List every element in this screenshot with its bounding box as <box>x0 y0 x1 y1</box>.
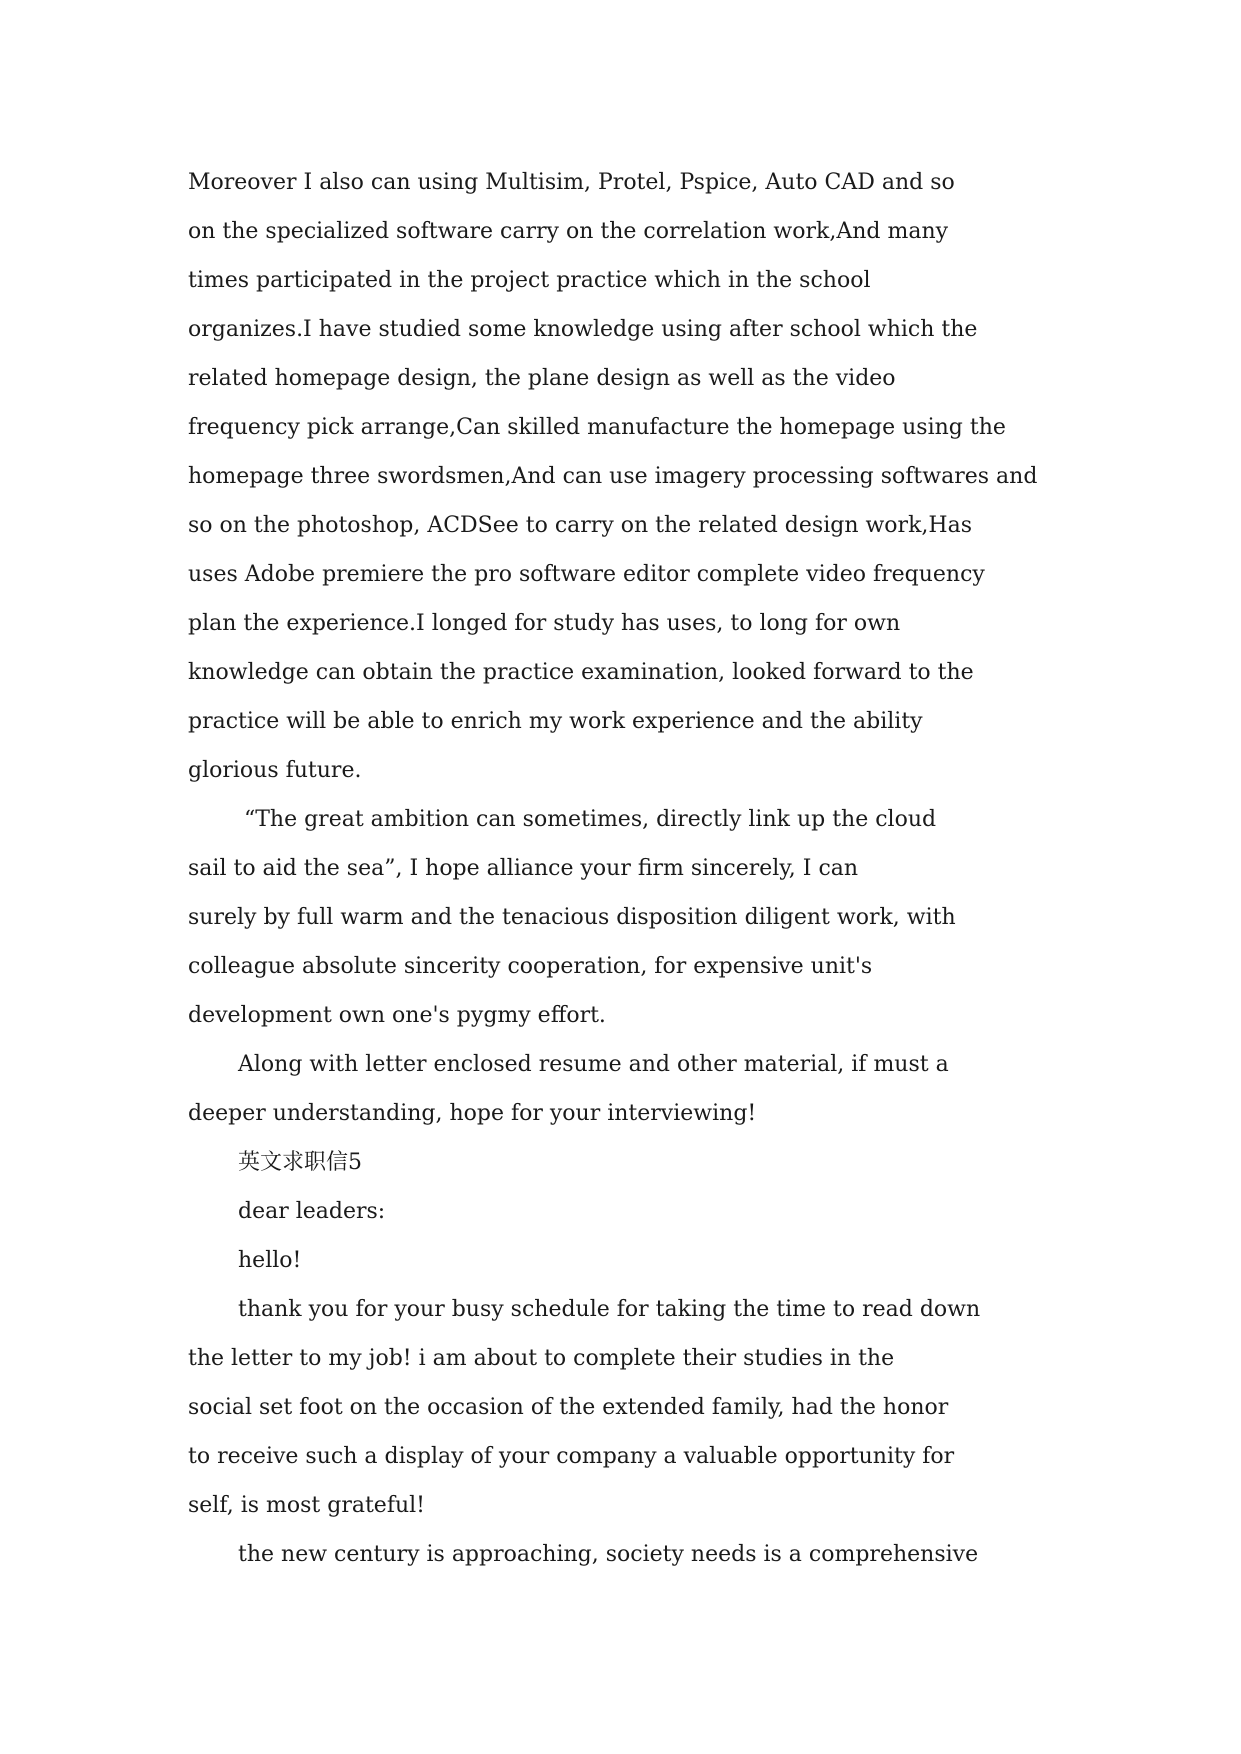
text-line: social set foot on the occasion of the extended family, had the honor <box>188 1395 949 1420</box>
text-line: glorious future. <box>188 758 362 783</box>
document-body <box>188 158 1060 1579</box>
text-line: frequency pick arrange,Can skilled manufacture the homepage using the <box>188 415 1006 440</box>
section-heading: 英文求职信5 <box>238 1150 362 1175</box>
paragraph-start-line: thank you for your busy schedule for taking the time to read down <box>238 1297 981 1322</box>
text-line: to receive such a display of your company a valuable opportunity for <box>188 1444 955 1469</box>
greeting: hello! <box>238 1248 302 1273</box>
text-line: deeper understanding, hope for your interviewing! <box>188 1101 757 1126</box>
paragraph-start-line: Along with letter enclosed resume and other material, if must a <box>238 1052 949 1077</box>
text-line: development own one's pygmy effort. <box>188 1003 606 1028</box>
paragraph-start-line: the new century is approaching, society needs is a comprehensive <box>238 1542 979 1567</box>
text-line: homepage three swordsmen,And can use imagery processing softwares and <box>188 464 1038 489</box>
text-line: colleague absolute sincerity cooperation, for expensive unit's <box>188 954 873 979</box>
salutation: dear leaders: <box>238 1199 386 1224</box>
text-line: sail to aid the sea”, I hope alliance your firm sincerely, I can <box>188 856 859 881</box>
text-line: plan the experience.I longed for study has uses, to long for own <box>188 611 901 636</box>
text-line: uses Adobe premiere the pro software editor complete video frequency <box>188 562 985 587</box>
text-line: self, is most grateful! <box>188 1493 426 1518</box>
text-line: the letter to my job! i am about to complete their studies in the <box>188 1346 895 1371</box>
text-line: related homepage design, the plane design as well as the video <box>188 366 896 391</box>
text-line: on the specialized software carry on the correlation work,And many <box>188 219 949 244</box>
text-line: times participated in the project practice which in the school <box>188 268 871 293</box>
text-line: practice will be able to enrich my work experience and the ability <box>188 709 923 734</box>
paragraph-start-line: “The great ambition can sometimes, directly link up the cloud <box>244 807 937 832</box>
text-line: Moreover I also can using Multisim, Protel, Pspice, Auto CAD and so <box>188 170 955 195</box>
text-line: knowledge can obtain the practice examination, looked forward to the <box>188 660 974 685</box>
text-line: surely by full warm and the tenacious disposition diligent work, with <box>188 905 956 930</box>
text-line: so on the photoshop, ACDSee to carry on the related design work,Has <box>188 513 972 538</box>
text-line: organizes.I have studied some knowledge using after school which the <box>188 317 978 342</box>
